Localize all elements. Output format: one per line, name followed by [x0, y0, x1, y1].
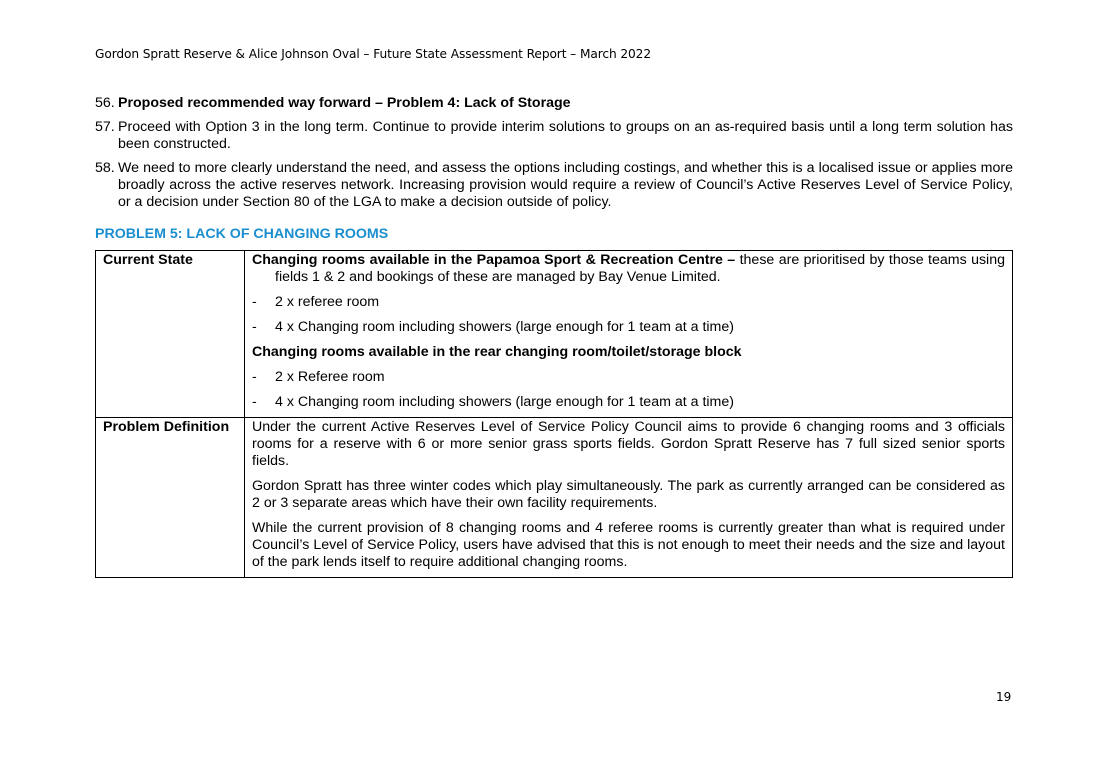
list-item [252, 394, 1005, 411]
table-row-problem-definition [96, 418, 1013, 578]
table-row-current-state [96, 251, 1013, 418]
item-text: We need to more clearly understand the need, and assess the options including costings, and whether this is a localised issue or applies more broadly across the active reserves network. Increasing provision would require a review of Council’s Active Reserves Level of Service Policy, or a decision under Section 80 of the LGA to make a decision outside of policy. [118, 160, 1013, 210]
bullet-text: 2 x referee room [275, 294, 380, 310]
problem-table [95, 250, 1013, 578]
running-header: Gordon Spratt Reserve & Alice Johnson Oval – Future State Assessment Report – March 2022 [95, 47, 651, 61]
dash: - [252, 394, 257, 410]
intro-rest: these are prioritised by those teams using fields 1 & 2 and bookings of these are managed by Bay Venue Limited. [275, 252, 1005, 285]
sub-heading: Changing rooms available in the rear changing room/toilet/storage block [252, 344, 742, 360]
row-label: Problem Definition [96, 418, 245, 578]
list-item-58 [95, 160, 1013, 211]
dash: - [252, 319, 257, 335]
bullet-text: 2 x Referee room [275, 369, 385, 385]
current-state-cell [245, 251, 1013, 418]
bullet-text: 4 x Changing room including showers (large enough for 1 team at a time) [275, 319, 734, 335]
item-text: Proceed with Option 3 in the long term. Continue to provide interim solutions to groups on an as-required basis until a long term solution has been constructed. [118, 119, 1013, 152]
list-item [252, 369, 1005, 386]
row-label: Current State [96, 251, 245, 418]
problem-definition-cell [245, 418, 1013, 578]
dash: - [252, 294, 257, 310]
paragraph: Gordon Spratt has three winter codes which play simultaneously. The park as currently arranged can be considered as 2 or 3 separate areas which have their own facility requirements. [252, 478, 1005, 511]
intro-bold: Changing rooms available in the Papamoa Sport & Recreation Centre – [252, 252, 736, 268]
numbered-list [95, 95, 1013, 218]
bullet-text: 4 x Changing room including showers (large enough for 1 team at a time) [275, 394, 734, 410]
paragraph: Under the current Active Reserves Level of Service Policy Council aims to provide 6 changing rooms and 3 officials rooms for a reserve with 6 or more senior grass sports fields. Gordon Spratt Reserve has 7 full sized senior sports fields. [252, 419, 1005, 469]
item-number: 58. [95, 160, 115, 176]
list-item-56 [95, 95, 1013, 112]
paragraph: While the current provision of 8 changing rooms and 4 referee rooms is currently greater than what is required under Council’s Level of Service Policy, users have advised that this is not enough to meet their needs and the size and layout of the park lends itself to require additional changing rooms. [252, 520, 1005, 570]
list-item [252, 294, 1005, 311]
dash: - [252, 369, 257, 385]
item-text: Proposed recommended way forward – Problem 4: Lack of Storage [118, 95, 571, 111]
item-number: 57. [95, 119, 115, 135]
current-state-intro [252, 252, 1005, 286]
list-item-57 [95, 119, 1013, 153]
section-heading: PROBLEM 5: LACK OF CHANGING ROOMS [95, 226, 389, 242]
page-number: 19 [996, 690, 1012, 704]
item-number: 56. [95, 95, 115, 111]
list-item [252, 319, 1005, 336]
